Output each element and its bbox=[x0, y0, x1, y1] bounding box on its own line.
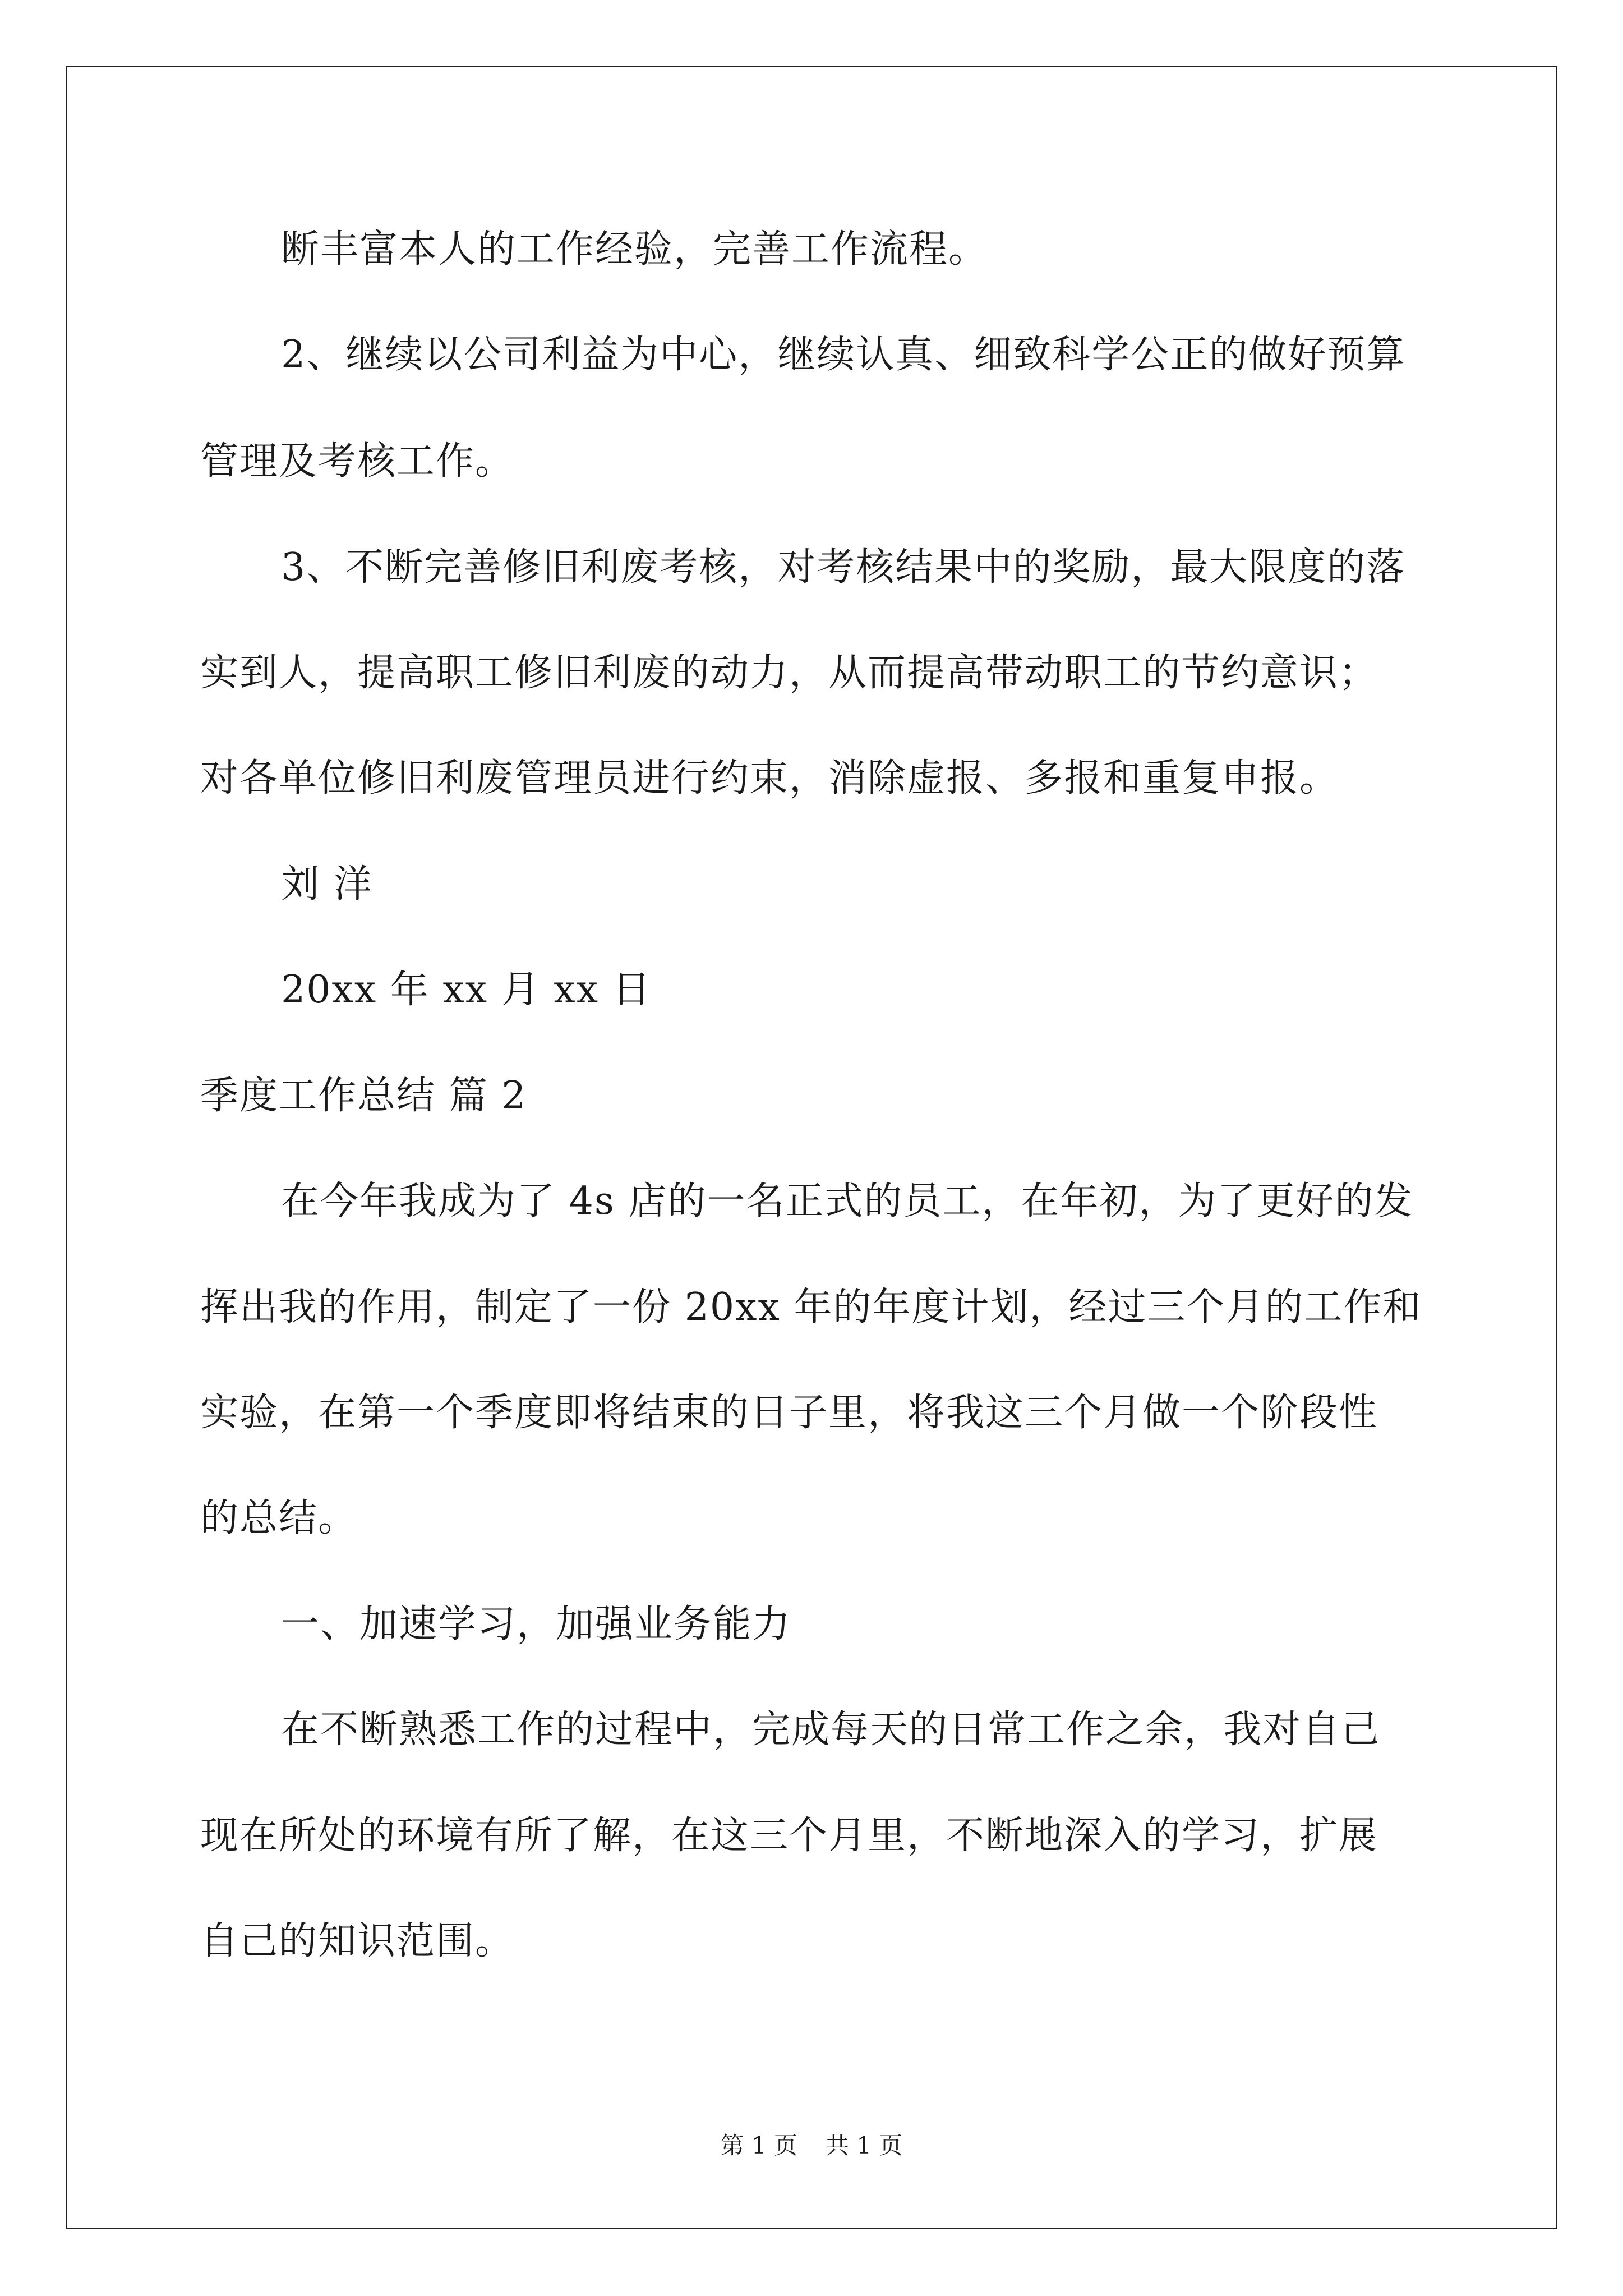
page-total: 共 1 页 bbox=[826, 2132, 903, 2159]
section-heading: 季度工作总结 篇 2 bbox=[200, 1074, 527, 1118]
paragraph-line: 实验，在第一个季度即将结束的日子里，将我这三个月做一个阶段性 bbox=[200, 1391, 1378, 1435]
paragraph-line: 对各单位修旧利废管理员进行约束，消除虚报、多报和重复申报。 bbox=[200, 756, 1339, 800]
subsection-heading: 一、加速学习，加强业务能力 bbox=[281, 1602, 792, 1646]
paragraph-line: 挥出我的作用，制定了一份 20xx 年的年度计划，经过三个月的工作和 bbox=[200, 1285, 1422, 1329]
paragraph-line: 管理及考核工作。 bbox=[200, 439, 515, 484]
page-footer bbox=[0, 2129, 1623, 2162]
paragraph-line: 在不断熟悉工作的过程中，完成每天的日常工作之余，我对自己 bbox=[281, 1708, 1381, 1752]
signature-name: 刘 洋 bbox=[281, 862, 373, 907]
paragraph-line: 断丰富本人的工作经验，完善工作流程。 bbox=[281, 227, 988, 272]
page-border bbox=[66, 66, 1557, 2229]
page-number: 第 1 页 bbox=[720, 2132, 797, 2159]
paragraph-line: 自己的知识范围。 bbox=[200, 1919, 515, 1963]
paragraph-line: 的总结。 bbox=[200, 1496, 358, 1540]
paragraph-line: 在今年我成为了 4s 店的一名正式的员工，在年初，为了更好的发 bbox=[281, 1179, 1414, 1223]
signature-date: 20xx 年 xx 月 xx 日 bbox=[281, 968, 652, 1012]
paragraph-line: 2、继续以公司利益为中心，继续认真、细致科学公正的做好预算 bbox=[281, 333, 1406, 377]
paragraph-line: 实到人，提高职工修旧利废的动力，从而提高带动职工的节约意识； bbox=[200, 651, 1378, 695]
paragraph-line: 现在所处的环境有所了解，在这三个月里，不断地深入的学习，扩展 bbox=[200, 1814, 1378, 1858]
paragraph-line: 3、不断完善修旧利废考核，对考核结果中的奖励，最大限度的落 bbox=[281, 545, 1406, 590]
